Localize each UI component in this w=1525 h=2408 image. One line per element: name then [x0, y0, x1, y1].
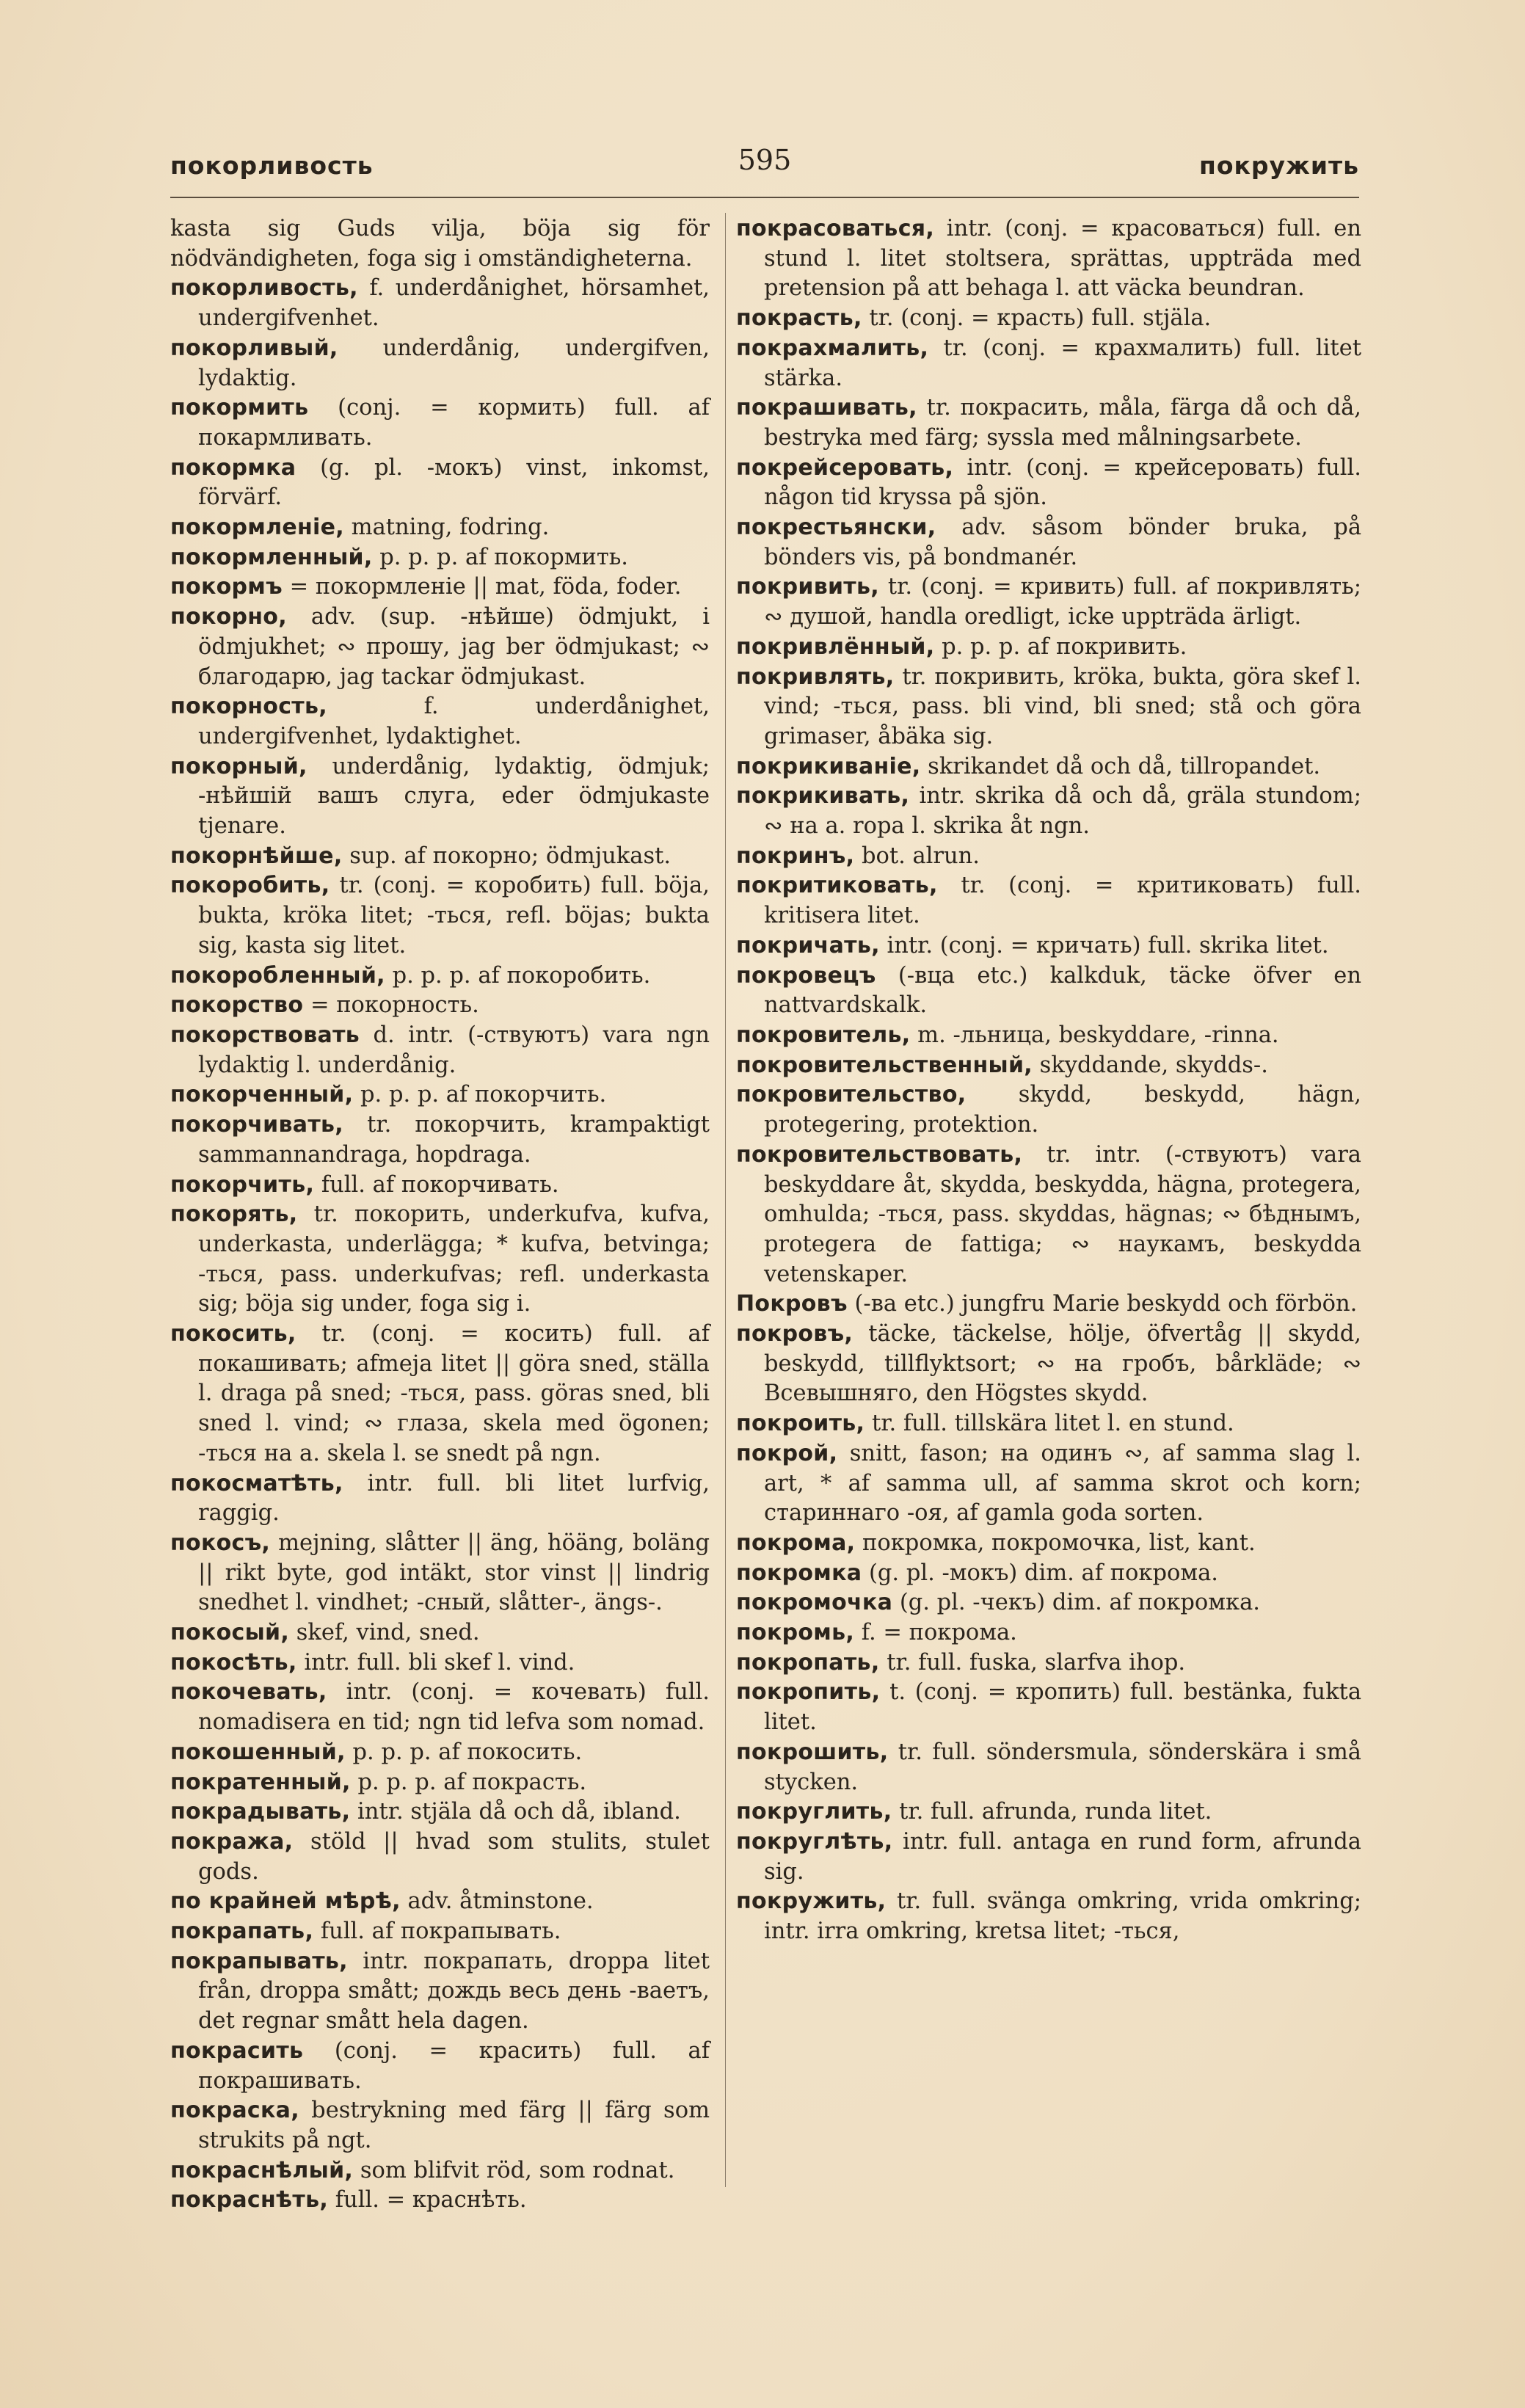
dictionary-entry [736, 1559, 1361, 1589]
header-rule [170, 197, 1359, 198]
entry-definition: tr. покрасить, måla, färga då och då, bestryka med färg; syssla med målningsarbete. [764, 395, 1361, 451]
entry-headword: покривлённый, [736, 633, 935, 660]
entry-definition: (-вца etc.) kalkduk, täcke öfver en nattvardskalk. [764, 962, 1361, 1019]
dictionary-entry [170, 1917, 710, 1947]
dictionary-entry [170, 692, 710, 752]
entry-definition: d. intr. (-ствуютъ) vara ngn lydaktig l. underdånig. [198, 1022, 710, 1078]
dictionary-entry [170, 1110, 710, 1170]
dictionary-entry [736, 572, 1361, 632]
entry-headword: покража, [170, 1828, 294, 1855]
dictionary-entry [170, 1648, 710, 1678]
entry-headword: покорство [170, 992, 304, 1019]
entry-headword: покормъ [170, 574, 283, 600]
entry-definition: p. p. p. af покорчить. [353, 1082, 607, 1108]
entry-definition: underdånig, undergifven, lydaktig. [198, 335, 710, 391]
entry-definition: täcke, täckelse, hölje, öfvertåg || skydd, beskydd, tillflyktsort; ∾ на гробъ, bårkläde; ∾ Всевышняго, den Högstes skydd. [764, 1321, 1361, 1407]
entry-definition: skef, vind, sned. [289, 1620, 480, 1646]
dictionary-entry [170, 2037, 710, 2096]
dictionary-entry [170, 1678, 710, 1737]
entry-definition: tr. покорить, underkufva, kufva, underkasta, underlägga; * kufva, betvinga; -ться, pass. underkufvas; refl. underkasta sig; böja sig under, foga sig i. [198, 1201, 710, 1317]
entry-definition: tr. intr. (-ствуютъ) vara beskyddare åt, skydda, beskydda, hägna, protegera, omhulda; -ться, pass. skyddas, hägnas; ∾ бѣднымъ, protegera de fattiga; ∾ наукамъ, beskydda vetenskaper. [764, 1141, 1361, 1287]
entry-headword: покорять, [170, 1201, 298, 1228]
entry-definition: intr. (conj. = кочевать) full. nomadisera en tid; ngn tid lefva som nomad. [198, 1679, 710, 1736]
entry-headword: покрейсеровать, [736, 454, 954, 481]
dictionary-entry [170, 1738, 710, 1768]
dictionary-entry [170, 1529, 710, 1618]
dictionary-entry [736, 1141, 1361, 1290]
entry-headword: покромка [736, 1560, 862, 1586]
entry-headword: покромочка [736, 1590, 893, 1616]
entry-headword: покромь, [736, 1620, 855, 1646]
dictionary-entry [736, 393, 1361, 453]
dictionary-entry [170, 1171, 710, 1201]
entry-headword: покруглѣть, [736, 1828, 893, 1855]
entry-headword: покровительственный, [736, 1052, 1033, 1078]
entry-definition: intr. (conj. = кричать) full. skrika litet. [879, 932, 1329, 959]
entry-definition: (-ва etc.) jungfru Marie beskydd och förbön. [847, 1291, 1358, 1317]
entry-headword: покрасть, [736, 305, 862, 332]
entry-definition: intr. full. bli litet lurfvig, raggig. [198, 1470, 710, 1527]
dictionary-entry [170, 454, 710, 513]
dictionary-entry [170, 603, 710, 692]
dictionary-entry [170, 2096, 710, 2156]
entry-headword: покрапать, [170, 1918, 314, 1945]
entry-definition: покромка, покромочка, list, kant. [855, 1529, 1256, 1556]
entry-definition: (g. pl. -мокъ) vinst, inkomst, förvärf. [198, 454, 710, 511]
entry-definition: skydd, beskydd, hägn, protegering, protektion. [764, 1082, 1361, 1138]
entry-definition: tr. (conj. = критиковать) full. kritisera litet. [764, 873, 1361, 929]
entry-headword: покорнѣйше, [170, 843, 343, 869]
entry-headword: покринъ, [736, 843, 855, 869]
entry-definition: stöld || hvad som stulits, stulet gods. [198, 1828, 710, 1885]
entry-definition: full. = краснѣть. [328, 2187, 527, 2214]
entry-definition: adv. åtminstone. [400, 1888, 594, 1915]
entry-definition: p. p. p. af покосить. [345, 1739, 583, 1765]
entry-headword: покровъ, [736, 1321, 854, 1347]
dictionary-entry [736, 513, 1361, 572]
right-column [736, 214, 1361, 1947]
entry-headword: покраска, [170, 2098, 299, 2124]
entry-definition: tr. (conj. = крахмалить) full. litet stärka. [764, 335, 1361, 391]
entry-headword: покропать, [736, 1649, 880, 1676]
dictionary-entry [170, 1469, 710, 1529]
entry-definition: p. p. p. af покривить. [934, 633, 1187, 660]
dictionary-entry [736, 633, 1361, 663]
entry-definition: intr. (conj. = красоваться) full. en stund l. litet stoltsera, sprättas, uppträda med pretension på att behaga l. att väcka beundran. [764, 216, 1361, 302]
entry-headword: покоробить, [170, 873, 330, 899]
entry-definition: adv. (sup. -нѣйше) ödmjukt, i ödmjukhet; ∾ прошу, jag ber ödmjukast; ∾ благодарю, jag tackar ödmjukast. [198, 604, 710, 690]
entry-definition: tr. покорчить, krampaktigt sammannandraga, hopdraga. [198, 1112, 710, 1168]
entry-headword: покосить, [170, 1321, 296, 1347]
header-left-word: покорливость [170, 151, 374, 180]
dictionary-entry [170, 1021, 710, 1080]
entry-definition: tr. full. afrunda, runda litet. [892, 1799, 1212, 1825]
entry-definition: tr. full. tillskära litet l. en stund. [865, 1411, 1234, 1437]
entry-headword: покруглить, [736, 1799, 892, 1825]
entry-headword: покорчить, [170, 1171, 315, 1198]
entry-headword: покрома, [736, 1529, 856, 1556]
entry-headword: покошенный, [170, 1739, 346, 1765]
dictionary-entry [736, 1678, 1361, 1737]
dictionary-entry [170, 214, 710, 274]
entry-definition: = покормленіе || mat, föda, foder. [282, 574, 682, 600]
entry-headword: покрой, [736, 1440, 838, 1466]
entry-definition: tr. full. söndersmula, sönderskära i små stycken. [764, 1739, 1361, 1795]
dictionary-entry [736, 214, 1361, 304]
left-column [170, 214, 710, 2216]
page-number: 595 [738, 144, 792, 176]
entry-definition: kasta sig Guds vilja, böja sig för nödvändigheten, foga sig i omständigheterna. [170, 216, 710, 272]
dictionary-entry [170, 2156, 710, 2186]
entry-headword: покорчивать, [170, 1112, 343, 1138]
dictionary-entry [170, 1947, 710, 2037]
entry-headword: покоробленный, [170, 962, 385, 989]
entry-definition: p. p. p. af покоробить. [385, 962, 651, 989]
entry-headword: покорливый, [170, 335, 338, 361]
dictionary-entry [170, 752, 710, 842]
entry-definition: (g. pl. -чекъ) dim. af покромка. [892, 1590, 1260, 1616]
entry-headword: покрашивать, [736, 395, 917, 421]
entry-definition: matning, fodring. [343, 514, 550, 541]
entry-definition: bot. alrun. [854, 843, 980, 869]
dictionary-entry [736, 1827, 1361, 1887]
entry-definition: underdånig, lydaktig, ödmjuk; -нѣйшій вашъ слуга, eder ödmjukaste tjenare. [198, 753, 710, 840]
entry-headword: покровецъ [736, 962, 876, 989]
dictionary-entry [736, 1290, 1361, 1320]
entry-headword: покрестьянски, [736, 514, 936, 541]
entry-definition: full. af покорчивать. [314, 1171, 559, 1198]
dictionary-entry [170, 274, 710, 333]
entry-definition: f. underdånighet, undergifvenhet, lydaktighet. [198, 694, 710, 749]
entry-definition: full. af покрапывать. [313, 1918, 561, 1945]
entry-headword: покосъ, [170, 1529, 271, 1556]
dictionary-entry [170, 871, 710, 961]
dictionary-entry [736, 1887, 1361, 1946]
entry-headword: покровительство, [736, 1082, 967, 1108]
entry-headword: покорствовать [170, 1022, 360, 1048]
dictionary-entry [170, 1768, 710, 1798]
entry-headword: покрикивать, [736, 783, 910, 810]
dictionary-entry [736, 961, 1361, 1021]
entry-definition: m. -льница, beskyddare, -rinna. [910, 1022, 1279, 1048]
entry-headword: покормить [170, 395, 309, 421]
dictionary-entry [736, 1051, 1361, 1081]
entry-headword: покрошить, [736, 1739, 889, 1765]
dictionary-entry [736, 1021, 1361, 1051]
dictionary-entry [170, 991, 710, 1021]
entry-headword: покроить, [736, 1411, 865, 1437]
entry-headword: покрасить [170, 2037, 304, 2064]
dictionary-entry [736, 871, 1361, 931]
entry-headword: пократенный, [170, 1769, 351, 1795]
dictionary-entry [170, 393, 710, 453]
entry-definition: p. p. p. af покормить. [372, 544, 629, 570]
dictionary-entry [736, 1797, 1361, 1827]
entry-headword: покосый, [170, 1620, 290, 1646]
dictionary-entry [736, 1648, 1361, 1678]
entry-definition: tr. (conj. = косить) full. af покашивать; afmeja litet || göra sned, ställa l. draga på sned; -ться, pass. göras sned, bli sned l. vind; ∾ глаза, skela med ögonen; -ться на a. skela l. se snedt på ngn. [198, 1321, 710, 1466]
entry-definition: som blifvit röd, som rodnat. [353, 2157, 675, 2183]
entry-definition: f. underdånighet, hörsamhet, undergifvenhet. [198, 275, 710, 332]
entry-headword: покритиковать, [736, 873, 938, 899]
entry-headword: покосматѣть, [170, 1470, 343, 1496]
dictionary-entry [170, 1320, 710, 1469]
entry-definition: skrikandet då och då, tillropandet. [920, 753, 1321, 779]
entry-definition: skyddande, skydds-. [1032, 1052, 1268, 1078]
entry-headword: покричать, [736, 932, 880, 959]
entry-headword: покрахмалить, [736, 335, 929, 361]
entry-headword: покорченный, [170, 1082, 354, 1108]
entry-headword: покрапывать, [170, 1948, 348, 1974]
dictionary-entry [736, 334, 1361, 393]
dictionary-entry [170, 1827, 710, 1887]
entry-definition: f. = покрома. [854, 1620, 1017, 1646]
dictionary-entry [170, 513, 710, 543]
dictionary-entry [170, 2186, 710, 2216]
entry-headword: покорно, [170, 604, 287, 630]
entry-definition: (conj. = кормить) full. af покармливать. [198, 395, 710, 451]
entry-headword: Покровъ [736, 1291, 848, 1317]
dictionary-entry [170, 842, 710, 872]
entry-definition: snitt, fason; на одинъ ∾, af samma slag l. art, * af samma ull, af samma skrot och korn; стариннаго -оя, af gamla goda sorten. [764, 1440, 1361, 1527]
entry-headword: покорность, [170, 694, 327, 720]
entry-headword: покормленіе, [170, 514, 344, 541]
entry-headword: покрикиваніе, [736, 753, 921, 779]
entry-definition: intr. full. antaga en rund form, afrunda sig. [764, 1828, 1361, 1885]
dictionary-entry [736, 1588, 1361, 1618]
entry-definition: p. p. p. af покрасть. [350, 1769, 587, 1795]
entry-headword: покружить, [736, 1888, 887, 1915]
entry-headword: покочевать, [170, 1679, 327, 1706]
entry-definition: tr. (conj. = коробить) full. böja, bukta, kröka litet; -ться, refl. böjas; bukta sig, kasta sig litet. [198, 873, 710, 959]
header-right-word: покружить [1199, 151, 1359, 180]
dictionary-entry [736, 663, 1361, 752]
entry-headword: покривлять, [736, 663, 895, 690]
entry-definition: intr. skrika då och då, gräla stundom; ∾ на a. ropa l. skrika åt ngn. [764, 783, 1361, 840]
column-divider [725, 213, 726, 2187]
dictionary-entry [736, 1080, 1361, 1140]
entry-headword: покормка [170, 454, 296, 481]
entry-headword: покривить, [736, 574, 879, 600]
entry-headword: покосѣть, [170, 1649, 297, 1676]
entry-definition: = покорность. [303, 992, 479, 1019]
dictionary-entry [736, 842, 1361, 872]
dictionary-entry [736, 454, 1361, 513]
entry-definition: (conj. = красить) full. af покрашивать. [198, 2037, 710, 2094]
entry-definition: tr. full. fuska, slarfva ihop. [879, 1649, 1186, 1676]
entry-headword: покормленный, [170, 544, 373, 570]
entry-definition: t. (conj. = кропить) full. bestänka, fukta litet. [764, 1679, 1361, 1736]
entry-definition: bestrykning med färg || färg som strukits på ngt. [198, 2098, 710, 2153]
entry-definition: tr. покривить, kröka, bukta, göra skef l. vind; -ться, pass. bli vind, bli sned; stå och göra grimaser, åbäka sig. [764, 663, 1361, 749]
dictionary-entry [736, 1439, 1361, 1529]
entry-headword: покорливость, [170, 275, 358, 302]
entry-definition: sup. af покорно; ödmjukast. [342, 843, 671, 869]
entry-definition: tr. (conj. = кривить) full. af покривлять; ∾ душой, handla oredligt, icke uppträda ärligt. [764, 574, 1361, 630]
entry-definition: tr. (conj. = красть) full. stjäla. [862, 305, 1212, 332]
dictionary-entry [170, 1080, 710, 1110]
dictionary-entry [736, 304, 1361, 334]
entry-definition: intr. full. bli skef l. vind. [296, 1649, 575, 1676]
entry-headword: покраснѣть, [170, 2187, 329, 2214]
dictionary-entry [170, 334, 710, 393]
entry-headword: покорный, [170, 753, 307, 779]
dictionary-entry [170, 1797, 710, 1827]
dictionary-entry [736, 1529, 1361, 1559]
entry-definition: intr. stjäla då och då, ibland. [350, 1799, 681, 1825]
dictionary-entry [736, 782, 1361, 841]
dictionary-entry [736, 752, 1361, 782]
entry-definition: (g. pl. -мокъ) dim. af покрома. [862, 1560, 1218, 1586]
dictionary-entry [736, 1618, 1361, 1648]
entry-headword: по крайней мѣрѣ, [170, 1888, 401, 1915]
dictionary-entry [736, 1320, 1361, 1409]
entry-headword: покрасоваться, [736, 216, 935, 241]
dictionary-entry [170, 1618, 710, 1648]
entry-headword: покрадывать, [170, 1799, 351, 1825]
entry-definition: tr. full. svänga omkring, vrida omkring; intr. irra omkring, kretsa litet; -ться, [764, 1888, 1361, 1945]
entry-headword: покраснѣлый, [170, 2157, 354, 2183]
dictionary-entry [170, 1887, 710, 1917]
dictionary-entry [736, 931, 1361, 961]
dictionary-entry [736, 1738, 1361, 1797]
entry-definition: intr. (conj. = крейсеровать) full. någon tid kryssa på sjön. [764, 454, 1361, 511]
entry-headword: покропить, [736, 1679, 881, 1706]
dictionary-entry [170, 572, 710, 603]
dictionary-entry [170, 543, 710, 573]
entry-definition: intr. покрапать, droppa litet från, droppa smått; дождь весь день -ваетъ, det regnar smått hela dagen. [198, 1948, 710, 2034]
entry-definition: adv. såsom bönder bruka, på bönders vis, på bondmanér. [764, 514, 1361, 570]
running-head [170, 144, 1359, 188]
entry-definition: mejning, slåtter || äng, höäng, boläng || rikt byte, god intäkt, stor vinst || lindrig snedhet l. vindhet; -сный, slåtter-, ängs-. [198, 1529, 710, 1616]
dictionary-entry [736, 1409, 1361, 1439]
entry-headword: покровитель, [736, 1022, 911, 1048]
dictionary-entry [170, 961, 710, 992]
dictionary-entry [170, 1200, 710, 1320]
entry-headword: покровительствовать, [736, 1141, 1023, 1168]
